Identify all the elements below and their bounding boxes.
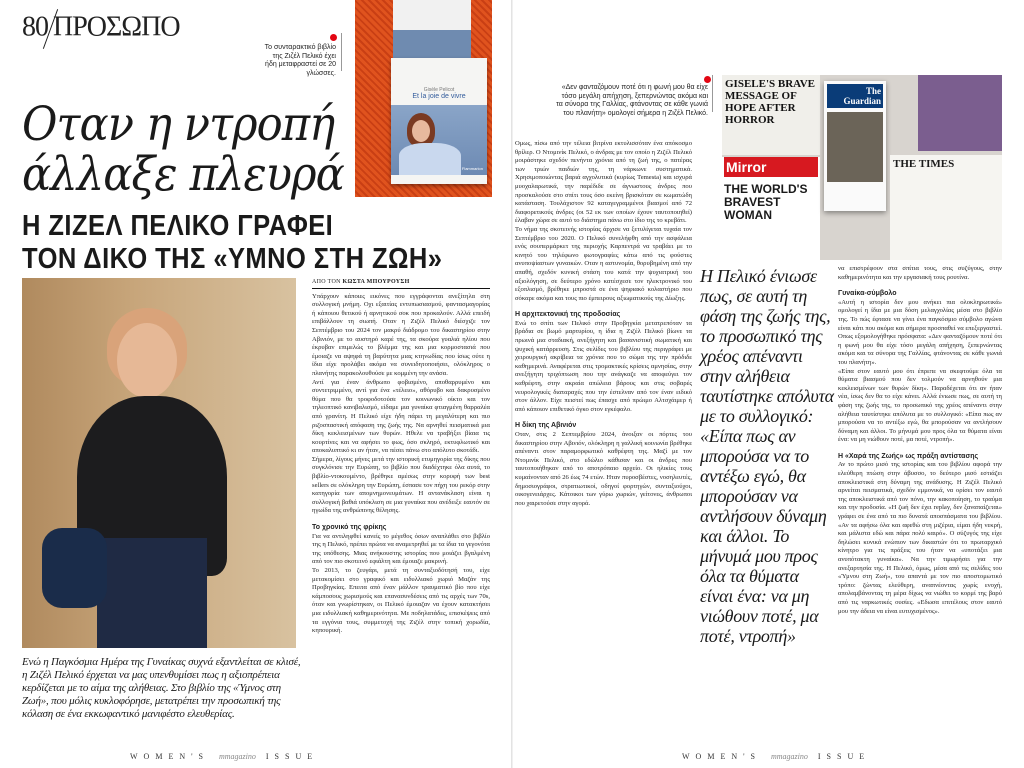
magazine-logo: mmagazino (771, 752, 808, 761)
byline-author: ΚΩΣΤΑ ΜΠΟΥΡΟΥΣΗ (342, 279, 410, 285)
newspaper-headline: GISELE'S BRAVE MESSAGE OF HOPE AFTER HORROR (722, 75, 820, 155)
book-title: Et la joie de vivre (412, 93, 466, 100)
newspaper-guardian: The Guardian (827, 84, 883, 108)
page-number: 80 (22, 11, 48, 43)
subtitle (22, 210, 442, 276)
page-fold (511, 0, 513, 768)
subheading: Το χρονικό της φρίκης (312, 524, 387, 532)
red-dot-icon (330, 34, 337, 41)
subheading: Γυναίκα-σύμβολο (838, 290, 897, 298)
newspaper-tabloid (918, 75, 1002, 151)
byline (312, 278, 490, 289)
footer-text: WOMEN'S (130, 752, 209, 761)
subheading: Η «Χαρά της Ζωής» ως πράξη αντίστασης (838, 452, 979, 460)
footer-text: ISSUE (265, 752, 319, 761)
book-cover (391, 58, 487, 184)
paragraph: Υπάρχουν κάποιες εικόνες που εγγράφονται ανεξίτηλα στη συλλογική μνήμη. Οχι εξαιτίας εντυπωσιασμού, φαντασμαγορίας ή κάποιου θετικού ή αρνητικού σοκ που προκαλούν. Αλλά επειδή επιβάλλουν τη σιωπή. Οταν η Ζιζέλ Πελικό διέσχιζε τον Σεπτέμβριο του 2024 τον μακρύ διάδρομο του δικαστηρίου στην Αβινιόν, με το αυστηρό καρέ της, τα σκούρα γυαλιά ηλίου που έκρυβαν επιμελώς το βλέμμα της και μια κορμοστασιά που έμοιαζε να αψηφά τη βαρύτητα μιας κτηνωδίας που ίσως ούτε η ίδια είχε προλάβει ακόμα να συνειδητοποιήσει, ολόκληρος ο πλανήτης παρακολουθούσε με κομμένη την ανάσα. (312, 292, 490, 377)
section-header (22, 8, 180, 50)
newspaper-mirror: Mirror (724, 157, 818, 177)
subheading: Η δίκη της Αβινιόν (515, 422, 577, 430)
paragraph: Αν το πρώτο μισό της ιστορίας και του βιβλίου αφορά την ελεύθερη πτώση στην άβυσσο, το δεύτερο μισό εστιάζει αποκλειστικά στη δύναμη της ανάδυσης. Η Ζιζέλ Πελικό αρνείται πεισματικά, σχεδόν εμμονικά, να ορίσει τον εαυτό της αποκλειστικά από τον πόνο, την κακοποίηση, το τραύμα και την προδοσία. «Η ζωή δεν έχει replay, δεν ξαναπαίζεται» γράφει σε ένα από τα πιο δυνατά αποσπάσματα του βιβλίου. «Αν τα αφήσω όλα και αφεθώ στη μιζέρια, είμαι ήδη νεκρή, και μάλιστα εδώ και πάρα πολύ καιρό». Ο σύζυγός της είχε δηλώσει κυνικά ενώπιον των δικαστών ότι το πρωταρχικό κίνητρο για τις πράξεις του ήταν να «υποτάξει μια ανυπότακτη γυναίκα». Να την τιμωρήσει για την ανεξαρτησία της. Η Πελικό, όμως, μέσα από τις σελίδες του «Ύμνου στη Ζωή», του απαντά με τον πιο αποστομωτικό τρόπο: ζώντας ελεύθερη, αναπνέοντας χωρίς ενοχή, απολαμβάνοντας τη μέρα δίχως να νιώθει το κορμί της βαρύ από τις ναρκωτικές ουσίες. «Εδωσα επιτέλους στον εαυτό μου την άδεια να είναι ευτυχισμένος». (838, 461, 1002, 615)
middle-article-column (515, 140, 692, 710)
caption-rule (341, 33, 342, 71)
byline-prefix: ΑΠΟ ΤΟΝ (312, 279, 341, 285)
paragraph: Αντί για έναν άνθρωπο φοβισμένο, αποθαρρυμένο και συντετριμμένο, αντί για ένα «τέλειο», αθόρυβο και δακρυσμένο θύμα που θα τροφοδοτούσε τον κοινωνικό οίκτο και τον τηλεοπτικό κανιβαλισμό, είδαμε μια γυναίκα φτιαγμένη θαρραλέα από γρανίτη. Η Πελικό είχε ήδη πάρει τη μεγαλύτερη και πιο ριζοσπαστική απόφαση της ζωής της. Να αρνηθεί πεισματικά μια δίκη κεκλεισμένων των θυρών. Ηθελε να τραβήξει βίαια τις κουρτίνες και να αφήσει το φως, όσο σκληρό, εκτυφλωτικό και αποκαλυπτικό κι αν ήταν, να πέσει πάνω στο απόλυτο σκοτάδι. (312, 378, 490, 455)
pull-quote: Η Πελικό ένιωσε πως, σε αυτή τη φάση της ζωής της, το προσωπικό της χρέος απέναντι στην αλήθεια ταυτίστηκε απόλυτα με το συλλογικό: «Είπα πως αν μπορούσα να το αντέξω εγώ, θα μπορούσαν να αντλήσουν δύναμη και άλλοι. Το μήνυμά μου προς όλα τα θύματα είναι ένα: να μη νιώθουν ποτέ, μα ποτέ, ντροπή» (700, 266, 834, 646)
publisher: Flammarion (461, 166, 483, 171)
headline-line-1: Οταν η ντροπή (22, 97, 335, 152)
paragraph: Για να αντιληφθεί κανείς το μέγεθος όσων αναπλάθει στο βιβλίο της η Πελικό, πρέπει πρώτα να αναμετρηθεί με τα ίδια τα γεγονότα της υπόθεσης. Μιας ανήκουστης ιστορίας που μοιάζει βγαλμένη από τον πιο σκοτεινό εφιάλτη και έμοιαζε μακρινή. (312, 532, 490, 566)
paragraph: Ενώ το σπίτι των Πελικό στην Προβηγκία μετατρεπόταν τα βράδια σε βωμό μαρτυρίου, η ίδια η Ζιζέλ Πελικό βίωνε τα πρωινά μια σταδιακή, ανεξήγητη και βασανιστική σωματική και ψυχική κατάρρευση. Στις σελίδες του βιβλίου της περιγράφει με χειρουργική ακρίβεια τα χρόνια που το σώμα της την πρόδιδε καθημερινά. Αναφέρεται στις τρομακτικές κρίσεις αμνησίας, στην ανεξήγητη τριχόπτωση που την ανάγκαζε να αποφεύγει τον καθρέφτη, στην ακραία απώλεια βάρους και στις σοβαρές νευρολογικές διαταραχές που την έστελναν από τον έναν ειδικό στον άλλον. Είχε πειστεί πως έπασχε από πρώιμο Αλτσχάιμερ ή από κάποιον επιθετικό όγκο στον εγκέφαλο. (515, 319, 692, 413)
paragraph: Οταν, στις 2 Σεπτεμβρίου 2024, άνοιξαν οι πόρτες του δικαστηρίου στην Αβινιόν, ολόκληρη η γαλλική κοινωνία βρέθηκε απέναντι στον παραμορφωτικό καθρέφτη της. Μαζί με τον Ντομινίκ Πελικό, στο εδώλιο κάθισαν και οι άνδρες που ταυτοποιήθηκαν από το αποτρόπαιο αρχείο. Οι ηλικίες τους κυμαίνονταν από 26 έως 74 ετών. Ηταν πυροσβέστες, νοσηλευτές, δημοσιογράφοι, στρατιωτικοί, οδηγοί φορτηγών, συνταξιούχοι, οικογενειάρχες. Κάτοικοι των γύρω χωριών, γείτονες, άνθρωποι που χαιρετούσε στην αγορά. (515, 431, 692, 507)
red-dot-icon (704, 76, 711, 83)
portrait-caption: Ενώ η Παγκόσμια Ημέρα της Γυναίκας συχνά εξαντλείται σε κλισέ, η Ζιζέλ Πελικό έρχεται να μας υπενθυμίσει πως η αξιοπρέπεια κερδίζεται με το αίμα της αλήθειας. Στο βιβλίο της «Ύμνος στη Ζωή», που μόλις κυκλοφόρησε, μετατρέπει την προσωπική της κόλαση σε ένα εκκωφαντικό μανιφέστο ελευθερίας. (22, 656, 301, 720)
left-article-column (312, 278, 490, 708)
book-back (393, 0, 471, 58)
paragraph: «Είπα στον εαυτό μου ότι έπρεπε να σκεφτούμε όλα τα θύματα βιασμού που δεν τολμούν να αρνηθούν μια κεκλεισμένων των θυρών δίκη». Παραδέχεται ότι αν ήταν νέα, ίσως δεν θα το είχε κάνει. Αλλά ένιωσε πως, σε αυτή τη φάση της ζωής της, το προσωπικό της χρέος απέναντι στην αλήθεια ταυτίστηκε απόλυτα με το συλλογικό: «Είπα πως αν μπορούσα να το αντέξω εγώ, θα μπορούσαν να αντλήσουν δύναμη και άλλοι. Το μήνυμά μου προς όλα τα θύματα είναι ένα: να μη νιώθουν ποτέ, μα ποτέ, ντροπή». (838, 367, 1002, 444)
section-title: ΠΡΟΣΩΠΟ (53, 11, 180, 43)
newspapers-photo (722, 75, 1002, 260)
headline (22, 97, 344, 202)
subtitle-line-2: ΤΟΝ ΔΙΚΟ ΤΗΣ «ΥΜΝΟ ΣΤΗ ΖΩΗ» (22, 243, 443, 275)
magazine-logo: mmagazino (219, 752, 256, 761)
book-photo-caption: Το συνταρακτικό βιβλίο της Ζιζέλ Πελικό έχει ήδη μεταφραστεί σε 20 γλώσσες. (264, 44, 336, 77)
subtitle-line-1: Η ΖΙΖΕΛ ΠΕΛΙΚΟ ΓΡΑΦΕΙ (22, 210, 334, 242)
paragraph: να επιστρέφουν στα σπίτια τους, στις συζύγους, στην καθημερινότητα και την εργασιακή τους ρουτίνα. (838, 265, 1002, 281)
footer-left (130, 752, 318, 761)
paragraph: «Αυτή η ιστορία δεν μου ανήκει πια ολοκληρωτικά» ομολογεί η ίδια με μια δόση μελαγχολίας μέσα στο βιβλίο της. Το πώς έφτασε να γίνει ένα παγκόσμιο σύμβολο αγώνα είναι κάτι που ακόμα και σήμερα προσπαθεί να επεξεργαστεί. Οπως εξομολογήθηκε πρόσφατα: «Δεν φανταζόμουν ποτέ ότι η φωνή μου θα είχε τόσο μεγάλη απήχηση, ξεπερνώντας ακόμα και τα σύνορα της Γαλλίας, φτάνοντας σε κάθε γωνιά του πλανήτη». (838, 298, 1002, 366)
newspaper-photo-caption: «Δεν φανταζόμουν ποτέ ότι η φωνή μου θα είχε τόσο μεγάλη απήχηση, ξεπερνώντας ακόμα και τα σύνορα της Γαλλίας, φτάνοντας σε κάθε γωνιά του πλανήτη» ομολογεί σήμερα η Ζιζέλ Πελικό. (556, 84, 708, 117)
headline-line-2: άλλαξε πλευρά (22, 147, 344, 202)
footer-text: WOMEN'S (682, 752, 761, 761)
footer-text: ISSUE (817, 752, 871, 761)
footer-right (682, 752, 870, 761)
newspaper-headline: THE WORLD'S BRAVEST WOMAN (724, 182, 808, 222)
paragraph: Το 2013, το ζευγάρι, μετά τη συνταξιοδότησή του, είχε μετακομίσει στο γραφικό και ειδυλλιακό χωριό Μαζάν της Προβηγκίας. Επειτα από έναν μάλλον τραυματικό βίο που είχε κάμποσους χωρισμούς και επανασυνδέσεις από τις αρχές των 70s, όταν και γνωρίστηκαν, οι Πελικό έμοιαζαν να έχουν κατακτήσει μια ειδυλλιακή καθημερινότητα. Με ποδηλατάδες, επισκέψεις από τα εγγόνια τους, συμμετοχή της Ζιζέλ στην τοπική χορωδία, κηπουρική. (312, 567, 490, 635)
book-author: Gisèle Pelicot (423, 87, 455, 93)
newspaper-guardian-page (824, 81, 886, 211)
right-article-column (838, 265, 1002, 710)
book-photo (355, 0, 492, 197)
portrait-photo (22, 278, 296, 648)
paragraph: Ομως, πίσω από την τέλεια βιτρίνα εκτυλισσόταν ένα απόκοσμο θρίλερ. Ο Ντομινίκ Πελικό, ο άνδρας με τον οποίο η Ζιζέλ Πελικό μοιράστηκε σχεδόν πενήντα χρόνια από τη ζωή της, ο πατέρας των τριών παιδιών της, τη νάρκωνε συστηματικά. Χρησιμοποιώντας βαριά αγχολυτικά (κυρίως Temesta) και ισχυρά μυοχαλαρωτικά, την παρέδιδε σε άγνωστους άνδρες που προσκαλούσε στο σπίτι τους όσο εκείνη βρισκόταν σε κωματώδη κατάσταση. Τουλάχιστον 92 καταγεγραμμένοι βιασμοί από 72 διαφορετικούς άνδρες (οι 52 εκ των οποίων έχουν ταυτοποιηθεί) έλαβαν χώρα σε αυτό το διάστημα πάνω στο ίδιο της το κρεβάτι. (515, 140, 692, 225)
newspaper-times: THE TIMES (890, 155, 1002, 260)
subheading: Η αρχιτεκτονική της προδοσίας (515, 311, 621, 319)
paragraph: Σήμερα, λίγους μήνες μετά την ιστορική ετυμηγορία της δίκης που συγκλόνισε την Ευρώπη, το βιβλίο που διαδέχτηκε όλα αυτά, το βιβλίο-ντοκουμέντο, βρέθηκε αμέσως στην κορυφή των best sellers σε ολόκληρη την Ευρώπη, έσπασε τον πήχη του ρεκόρ στην κατηγορία των απομνημονευμάτων. Η αντανάκλαση είναι η συλλογική βαθιά υπόκλιση σε μια γυναίκα που ανέδειξε εαυτόν σε ηγωίδα της ανθρώπινης θέλησης. (312, 455, 490, 515)
caption-rule (712, 75, 713, 112)
paragraph: Το νήμα της σκοτεινής ιστορίας άρχισε να ξετυλίγεται τυχαία τον Σεπτέμβριο του 2020. Ο Πελικό συνελήφθη από την ασφάλεια ενός σουπερμάρκετ της περιοχής Καρπεντρά να τραβάει με το κινητό του τηλέφωνο φωτογραφίες κάτω από τις φούστες ανυποψίαστων γυναικών. Οταν η αστυνομία, θορυβημένη από την απαθή, σχεδόν κυνική στάση του κατά την ψυχιατρική του αξιολόγηση, σε δεύτερο χρόνο κατέσχεσε τον ηλεκτρονικό του εξοπλισμό, βρέθηκε μπροστά σε ένα ψηφιακό κολαστήριο που σόκαρε ακόμα και τους πιο έμπειρους αξιωματικούς της Δίωξης. (515, 225, 692, 302)
